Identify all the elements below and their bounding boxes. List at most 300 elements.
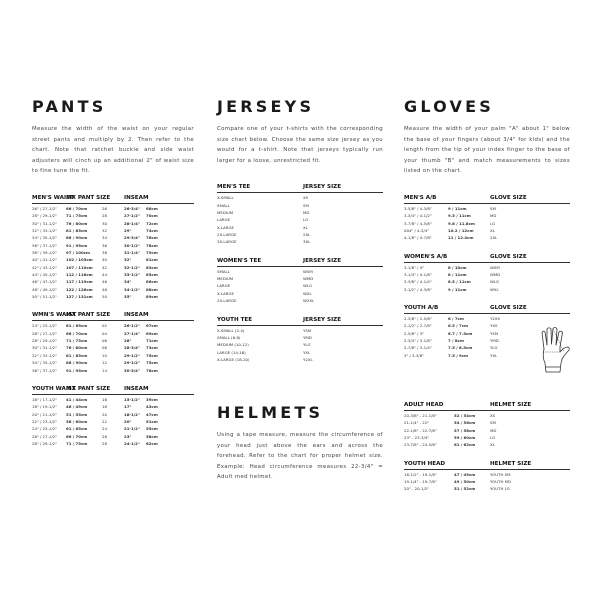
table-cell: 02	[102, 323, 107, 329]
pants-section	[32, 98, 194, 459]
table-cell: 22-1/8" - 22-7/8"	[404, 427, 437, 433]
table-cell: 85cm	[146, 272, 158, 278]
table-row	[32, 220, 194, 227]
table-row	[217, 356, 383, 363]
table-cell: 70cm	[146, 213, 158, 219]
table-cell: 3-1/4" / 4-1/8"	[404, 272, 432, 278]
table-row	[217, 194, 383, 201]
table-cell: 18-1/2"	[124, 411, 140, 417]
table-cell: 10.2 / 12cm	[448, 228, 474, 233]
table-cell: YOUTH SM	[490, 471, 511, 477]
table-row	[217, 349, 383, 356]
table-row	[404, 315, 570, 322]
womens-glove-table	[404, 254, 570, 293]
table-cell: 2XL	[490, 235, 498, 241]
table-header	[404, 402, 570, 411]
table-row	[32, 440, 194, 447]
helmets-title: HELMETS	[217, 403, 324, 422]
table-cell: 122 / 126cm	[66, 286, 93, 292]
column-header: MX PANT SIZE	[66, 194, 111, 201]
table-cell: 3XL	[303, 239, 311, 245]
table-cell: 34" / 35-1/2"	[32, 360, 57, 366]
table-cell: 32" / 33-1/2"	[32, 228, 57, 233]
table-cell: 9 / 11cm	[448, 205, 467, 211]
helmet-tables	[404, 402, 570, 505]
table-cell: SM	[303, 202, 309, 208]
table-cell: 2-5/8" / 3"	[404, 330, 424, 336]
table-cell: Y2XL	[303, 356, 313, 362]
adult-helmet-table	[404, 402, 570, 449]
table-cell: 7 / 8cm	[448, 338, 464, 344]
table-cell: 51cm	[146, 418, 158, 424]
table-cell: 3-1/2" / 4-3/8"	[404, 286, 432, 292]
table-cell: 9.5 / 11cm	[448, 213, 471, 219]
table-cell: X-LARGE	[217, 290, 234, 296]
mens-jersey-table	[217, 184, 383, 245]
table-cell: 23" - 23-3/4"	[404, 435, 430, 441]
table-cell: 26	[102, 205, 107, 211]
table-row	[32, 286, 194, 293]
table-row	[32, 367, 194, 374]
table-cell: 83cm	[146, 264, 158, 270]
column-header: GLOVE SIZE	[490, 253, 527, 260]
table-row	[404, 286, 570, 293]
table-row	[32, 249, 194, 256]
table-row	[217, 224, 383, 231]
table-cell: YLG	[490, 345, 498, 351]
table-cell: LARGE (14-16)	[217, 349, 246, 355]
table-cell: 7.5 / 8.5cm	[448, 345, 473, 351]
table-cell: LARGE	[217, 217, 231, 223]
table-cell: LG	[303, 217, 309, 223]
pants-title: PANTS	[32, 97, 107, 116]
table-cell: 50	[102, 294, 107, 300]
table-cell: YSM	[490, 330, 499, 336]
table-cell: 61 / 65cm	[66, 323, 88, 329]
table-cell: 76 / 80cm	[66, 345, 88, 351]
table-cell: 32"	[124, 257, 132, 263]
table-row	[404, 419, 570, 426]
table-cell: SM	[490, 205, 496, 211]
table-cell: 34"	[124, 279, 132, 285]
table-row	[217, 282, 383, 289]
table-cell: 38	[102, 250, 107, 256]
table-cell: 32	[102, 228, 107, 233]
table-cell: XL	[490, 228, 495, 233]
table-cell: 4-1/8" / 4-7/8"	[404, 235, 432, 241]
table-row	[404, 485, 570, 492]
table-cell: 3X-LARGE	[217, 239, 237, 245]
table-cell: 28" / 29-1/2"	[32, 213, 57, 219]
column-header: YOUTH A/B	[404, 305, 439, 312]
table-cell: 18-1/2" - 19-1/8"	[404, 471, 437, 477]
table-cell: 3-5/8" / 4-3/8"	[404, 205, 432, 211]
table-cell: MEDIUM (10-12)	[217, 342, 249, 348]
table-row	[404, 434, 570, 441]
helmets-description: Using a tape measure, measure the circumference of your head just above the ears and across the forehead. Refer to the chart for proper helmet size. Example: Head circumference measures 22-3/4" = Adult med helmet.	[217, 432, 383, 481]
table-cell: X-SMALL (2-4)	[217, 327, 245, 333]
table-cell: 3-1/8" / 4"	[404, 264, 424, 270]
table-cell: 72cm	[146, 220, 158, 226]
table-cell: 24	[102, 426, 107, 432]
table-cell: 76 / 80cm	[66, 220, 88, 226]
table-cell: 30	[102, 220, 107, 226]
table-cell: 61 / 65cm	[66, 426, 88, 432]
table-cell: 67cm	[146, 323, 158, 329]
table-cell: 32-1/2"	[124, 264, 140, 270]
table-row	[32, 403, 194, 410]
table-cell: 29-3/4"	[124, 235, 140, 241]
table-cell: 48	[102, 286, 107, 292]
table-header	[32, 312, 194, 321]
table-cell: 6.5 / 7cm	[448, 323, 469, 329]
table-cell: XS	[490, 413, 496, 418]
table-cell: SMALL	[217, 268, 230, 274]
table-cell: 107 / 110cm	[66, 264, 93, 270]
table-cell: MD	[303, 210, 310, 216]
table-header	[404, 305, 570, 314]
table-cell: LARGE	[217, 283, 231, 289]
table-cell: 28-3/4"	[124, 345, 140, 351]
table-cell: 51 / 55cm	[66, 411, 88, 417]
table-cell: 11 / 12.4cm	[448, 235, 474, 241]
table-header	[404, 195, 570, 204]
column-header: WOMEN'S TEE	[217, 257, 262, 264]
table-row	[32, 425, 194, 432]
table-row	[32, 322, 194, 329]
table-cell: 43cm	[146, 404, 158, 410]
table-cell: 29"	[124, 228, 132, 233]
table-cell: 57 / 58cm	[454, 427, 476, 433]
table-cell: 42	[102, 264, 107, 270]
table-cell: 102 / 105cm	[66, 257, 93, 263]
table-cell: 112 / 116cm	[66, 272, 93, 278]
table-cell: 117 / 119cm	[66, 279, 93, 285]
table-cell: 58cm	[146, 433, 158, 439]
column-header: JERSEY SIZE	[303, 184, 342, 191]
table-cell: 6.7 / 7.5cm	[448, 330, 473, 336]
youth-helmet-table	[404, 461, 570, 493]
table-cell: 46	[102, 279, 107, 285]
table-cell: 35"	[124, 294, 132, 300]
table-row	[404, 427, 570, 434]
table-cell: 26-1/2"	[124, 323, 140, 329]
table-cell: 74cm	[146, 228, 158, 233]
table-row	[217, 209, 383, 216]
table-cell: 86cm	[146, 279, 158, 285]
table-row	[217, 216, 383, 223]
table-cell: 30" / 31-1/2"	[32, 345, 57, 351]
table-row	[404, 412, 570, 419]
youth-glove-wrap	[404, 305, 570, 359]
table-cell: 46 / 49cm	[66, 404, 88, 410]
table-cell: 28" / 29-1/2"	[32, 440, 57, 446]
jerseys-description: Compare one of your t-shirts with the corresponding size chart below. Choose the same size jersey as you would for a t-shirt. Note that jerseys typically run larger for a loose, unrestricted fit.	[217, 126, 383, 164]
table-cell: XL	[490, 442, 495, 448]
table-row	[404, 227, 570, 234]
table-cell: 44" / 45-1/2"	[32, 272, 57, 278]
table-cell: MD	[490, 427, 497, 433]
table-cell: 78cm	[146, 367, 158, 373]
table-row	[217, 275, 383, 282]
column-header: INSEAM	[124, 312, 149, 319]
table-row	[32, 337, 194, 344]
table-row	[32, 352, 194, 359]
table-row	[404, 220, 570, 227]
table-cell: 3-3/4" / 4-1/2"	[404, 213, 432, 219]
column-header: JERSEY SIZE	[303, 316, 342, 323]
table-cell: 55cm	[146, 426, 158, 432]
table-cell: X-LARGE (18-20)	[217, 356, 250, 362]
table-cell: 8 / 10cm	[448, 264, 467, 270]
table-row	[217, 231, 383, 238]
table-cell: 71 / 75cm	[66, 213, 88, 219]
table-row	[32, 212, 194, 219]
table-cell: 16" / 17-1/2"	[32, 396, 57, 402]
table-cell: 79cm	[146, 250, 158, 256]
table-cell: 56 / 60cm	[66, 418, 88, 424]
table-cell: MD	[490, 213, 497, 219]
table-cell: 2-1/2" / 2-7/8"	[404, 323, 432, 329]
table-header	[404, 461, 570, 470]
table-row	[404, 478, 570, 485]
column-header: HELMET SIZE	[490, 402, 532, 408]
table-cell: YXL	[490, 352, 498, 358]
table-cell: 75cm	[146, 352, 158, 358]
table-cell: 59 / 60cm	[454, 435, 476, 441]
table-cell: 21-1/2"	[124, 426, 140, 432]
table-row	[404, 278, 570, 285]
column-header: MX PANT SIZE	[66, 385, 111, 392]
table-cell: 20	[102, 411, 107, 417]
table-row	[32, 344, 194, 351]
table-cell: WLG	[490, 279, 500, 285]
table-cell: 42" / 43-1/2"	[32, 264, 57, 270]
table-cell: 7.5 / 9cm	[448, 352, 469, 358]
table-header	[217, 184, 383, 193]
table-cell: 34" / 35-1/2"	[32, 235, 57, 241]
gloves-description: Measure the width of your palm "A" about 1" below the base of your fingers (about 3/4" for kids) and the length from the tip of your index finger to the base of your thumb "B" and match measurements to sizes listed on the chart.	[404, 126, 570, 175]
table-cell: 32" / 33-1/2"	[32, 352, 57, 358]
table-cell: 26	[102, 433, 107, 439]
table-cell: 49 / 50cm	[454, 479, 476, 485]
table-row	[404, 205, 570, 212]
table-cell: 89cm	[146, 294, 158, 300]
table-cell: 29-1/2"	[124, 352, 140, 358]
column-header: ADULT HEAD	[404, 402, 444, 408]
table-cell: 51 / 52cm	[454, 486, 476, 492]
table-row	[32, 293, 194, 300]
table-cell: 91 / 95cm	[66, 242, 88, 248]
table-cell: XL	[303, 224, 308, 230]
table-row	[32, 256, 194, 263]
table-row	[404, 234, 570, 241]
table-cell: 76cm	[146, 235, 158, 241]
table-cell: WXL	[303, 290, 312, 296]
table-cell: 81 / 85cm	[66, 352, 88, 358]
table-cell: 33-1/2"	[124, 272, 140, 278]
table-cell: 28-1/4"	[124, 220, 140, 226]
table-cell: 30" / 31-1/2"	[32, 220, 57, 226]
column-header: WMN'S WAIST	[32, 312, 77, 319]
table-cell: 41 / 44cm	[66, 396, 88, 402]
table-cell: Y2XS	[490, 316, 500, 322]
table-cell: SMALL	[217, 202, 230, 208]
jerseys-title: JERSEYS	[217, 97, 315, 116]
table-cell: 9 / 11cm	[448, 286, 467, 292]
column-header: INSEAM	[124, 385, 149, 392]
table-cell: SMALL (6-8)	[217, 334, 241, 340]
column-header: WOMEN'S A/B	[404, 253, 448, 260]
table-cell: 40	[102, 257, 107, 263]
table-cell: X-LARGE	[217, 224, 234, 230]
table-cell: 23-7/8" - 24-5/8"	[404, 442, 437, 448]
table-cell: YXS	[490, 323, 498, 329]
table-cell: 15-1/2"	[124, 396, 140, 402]
table-row	[32, 396, 194, 403]
table-row	[32, 242, 194, 249]
table-cell: 47 / 49cm	[454, 471, 476, 477]
column-header: YOUTH HEAD	[404, 460, 446, 467]
table-cell: 16	[102, 396, 107, 402]
table-cell: 62cm	[146, 440, 158, 446]
table-cell: YOUTH MD	[490, 479, 511, 485]
table-cell: YMD	[303, 334, 312, 340]
table-row	[404, 212, 570, 219]
table-cell: 23"	[124, 433, 132, 439]
table-header	[217, 317, 383, 326]
column-header: MEN'S A/B	[404, 194, 437, 201]
table-cell: SM	[490, 420, 496, 426]
table-cell: 22" / 23-1/2"	[32, 418, 57, 424]
table-cell: 61 / 62cm	[454, 442, 476, 448]
table-cell: YSM	[303, 327, 312, 333]
table-cell: 78cm	[146, 242, 158, 248]
table-row	[404, 471, 570, 478]
table-cell: 22	[102, 418, 107, 424]
table-cell: 71cm	[146, 338, 158, 344]
table-cell: 20" / 21-1/2"	[32, 411, 57, 417]
table-cell: WMD	[303, 276, 314, 282]
youth-pants-table	[32, 386, 194, 447]
table-cell: 21-1/4" - 22"	[404, 420, 430, 426]
table-cell: 08	[102, 345, 107, 351]
table-cell: 10	[102, 352, 107, 358]
table-cell: 2-7/8" / 3-1/4"	[404, 345, 432, 351]
table-cell: 30-1/2"	[124, 242, 140, 248]
table-row	[32, 278, 194, 285]
table-cell: 71 / 75cm	[66, 338, 88, 344]
table-cell: 71 / 75cm	[66, 440, 88, 446]
table-cell: 44	[102, 272, 107, 278]
table-cell: 24" / 25-1/2"	[32, 323, 57, 329]
table-cell: 2-3/8" / 2-5/8"	[404, 316, 432, 322]
table-cell: YMD	[490, 338, 499, 344]
pants-description: Measure the width of the waist on your regular street pants and multiply by 2. Then refer to the chart. Note that ratchet buckle and side waist adjusters will cinch up an additional 2" of waist size to fine tune the fit.	[32, 126, 194, 175]
table-cell: WSM	[303, 268, 313, 274]
table-header	[217, 258, 383, 267]
gloves-section	[404, 98, 570, 371]
table-cell: 18" / 19-1/2"	[32, 404, 57, 410]
table-cell: 88cm	[146, 286, 158, 292]
table-row	[32, 433, 194, 440]
table-cell: 46" / 47-1/2"	[32, 279, 57, 285]
womens-pants-table	[32, 312, 194, 373]
column-header: MEN'S WAIST	[32, 194, 74, 201]
table-cell: 31-1/4"	[124, 250, 140, 256]
table-cell: 14	[102, 367, 107, 373]
table-cell: 24-1/2"	[124, 440, 140, 446]
table-cell: 2X-LARGE	[217, 232, 237, 238]
table-cell: YLG	[303, 342, 311, 348]
table-cell: 18	[102, 404, 107, 410]
table-row	[217, 268, 383, 275]
table-row	[217, 297, 383, 304]
table-cell: 81cm	[146, 257, 158, 263]
table-cell: 29-1/2"	[124, 360, 140, 366]
table-cell: 9.8 / 11.8cm	[448, 220, 475, 226]
womens-jersey-table	[217, 258, 383, 305]
table-cell: 40" / 41-1/2"	[32, 257, 57, 263]
table-cell: YOUTH LG	[490, 486, 510, 492]
table-row	[217, 290, 383, 297]
table-cell: 12	[102, 360, 107, 366]
table-cell: 75cm	[146, 360, 158, 366]
table-cell: MEDIUM	[217, 276, 234, 282]
table-cell: 36" / 37-1/2"	[32, 242, 57, 248]
table-cell: 28"	[124, 338, 132, 344]
table-cell: WXL	[490, 286, 499, 292]
table-row	[217, 238, 383, 245]
table-cell: 24" / 25-1/2"	[32, 426, 57, 432]
table-cell: 17"	[124, 404, 132, 410]
table-cell: LG	[490, 220, 496, 226]
table-cell: 3" / 3-3/8"	[404, 352, 424, 358]
column-header: MEN'S TEE	[217, 184, 251, 191]
table-row	[217, 202, 383, 209]
table-row	[32, 227, 194, 234]
table-cell: XS	[303, 195, 309, 201]
table-cell: W2XL	[303, 298, 315, 304]
table-cell: MEDIUM	[217, 210, 234, 216]
column-header: JERSEY SIZE	[303, 257, 342, 264]
youth-jersey-table	[217, 317, 383, 364]
column-header: INSEAM	[124, 194, 149, 201]
table-cell: 97 / 100cm	[66, 250, 91, 256]
table-cell: 004" / 4-3/4"	[404, 228, 429, 233]
column-header: GLOVE SIZE	[490, 305, 527, 312]
table-row	[404, 441, 570, 448]
table-row	[404, 271, 570, 278]
table-row	[217, 341, 383, 348]
table-cell: 8 / 11cm	[448, 272, 467, 278]
table-cell: 19-1/4" - 19-7/8"	[404, 479, 437, 485]
table-cell: 66 / 70cm	[66, 330, 88, 336]
table-cell: 66 / 70cm	[66, 205, 88, 211]
table-cell: 20"	[124, 418, 132, 424]
table-cell: 27-1/4"	[124, 330, 140, 336]
table-cell: 26" / 27-1/2"	[32, 205, 57, 211]
table-cell: 39cm	[146, 396, 158, 402]
table-cell: 50" / 51-1/2"	[32, 294, 57, 300]
column-header: YOUTH WAIST	[32, 385, 76, 392]
column-header: YOUTH TEE	[217, 316, 253, 323]
table-cell: 26-3/4"	[124, 205, 140, 211]
table-cell: 2XL	[303, 232, 311, 238]
table-cell: 86 / 90cm	[66, 360, 88, 366]
table-cell: 6 / 7cm	[448, 316, 464, 322]
table-cell: WSM	[490, 264, 500, 270]
